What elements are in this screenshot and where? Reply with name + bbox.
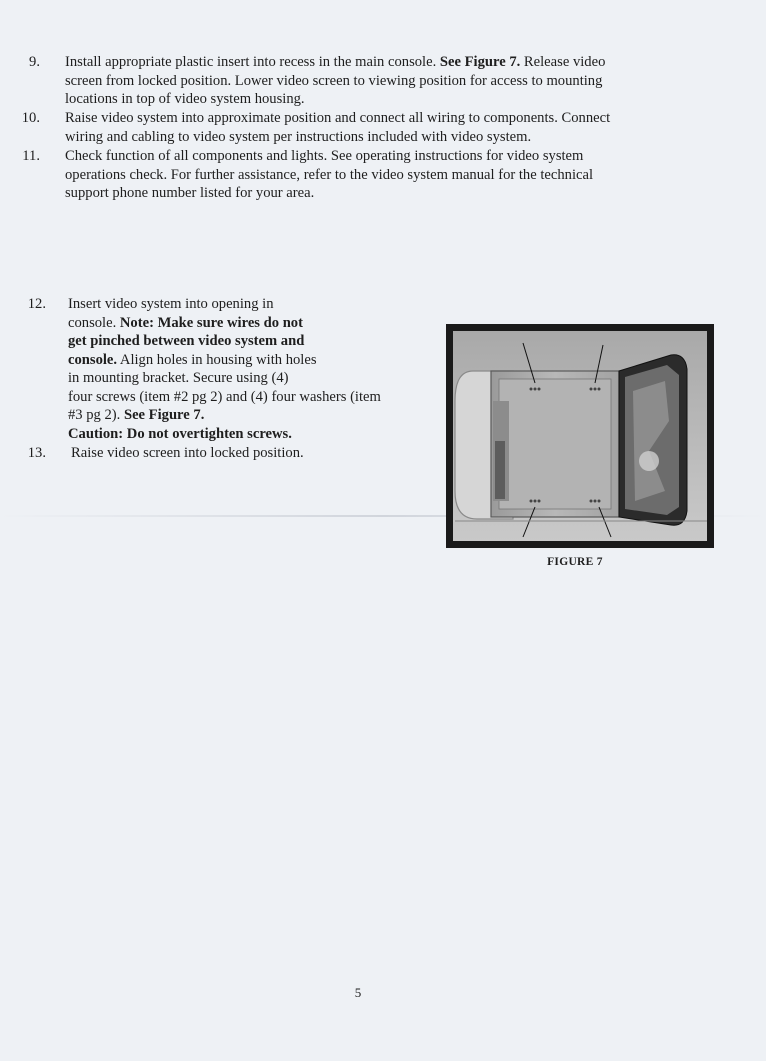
text-run: screen from locked position. Lower video screen to viewing position for access to mounting: [65, 72, 603, 89]
text-run: Release video: [520, 54, 606, 70]
text-run: four screws (item #2 pg 2) and (4) four washers (item: [68, 388, 381, 405]
text-line: [65, 147, 675, 166]
text-line: [65, 109, 705, 128]
text-run: Install appropriate plastic insert into recess in the main console.: [65, 54, 440, 70]
text-line: [68, 388, 438, 407]
text-line: [65, 166, 675, 185]
text-line: [65, 90, 705, 109]
text-run: Check function of all components and lights. See operating instructions for video system: [65, 148, 584, 164]
text-run: console.: [68, 314, 120, 331]
text-line: [68, 295, 438, 314]
step-text: [71, 444, 441, 463]
text-line: [68, 369, 438, 388]
text-run: #3 pg 2).: [68, 407, 124, 423]
bold-text-run: console.: [68, 351, 118, 368]
figure-7-photo: [446, 324, 714, 548]
text-run: in mounting bracket. Secure using (4): [68, 370, 289, 386]
step-text: [68, 295, 438, 443]
text-run: Align holes in housing with holes: [117, 351, 317, 368]
bold-text-run: get pinched between video system and: [68, 333, 305, 349]
bold-text-run: Note: Make sure wires do not: [119, 314, 303, 331]
figure-caption: FIGURE 7: [547, 556, 603, 568]
text-line: [68, 351, 438, 370]
step-number: 9.: [29, 54, 40, 70]
text-line: [68, 332, 438, 351]
text-line: [65, 184, 675, 203]
text-run: Raise video system into approximate position and connect all wiring to components. Connect: [65, 110, 611, 126]
step-number: 11.: [22, 148, 40, 164]
step-number: 13.: [27, 445, 46, 461]
bold-text-run: See Figure 7.: [123, 407, 205, 423]
step-text: [65, 109, 705, 146]
text-line: [65, 72, 705, 91]
text-line: [71, 444, 441, 463]
text-run: support phone number listed for your area.: [65, 185, 315, 201]
step-text: [65, 147, 675, 203]
page-number: 5: [354, 985, 362, 1000]
text-run: locations in top of video system housing.: [65, 91, 305, 107]
text-line: [68, 425, 438, 444]
bold-text-run: See Figure 7.: [439, 54, 521, 70]
text-run: Insert video system into opening in: [68, 296, 274, 312]
step-text: [65, 53, 705, 109]
step-number: 12.: [27, 296, 46, 312]
text-line: [68, 314, 438, 333]
text-line: [68, 406, 438, 425]
text-line: [65, 53, 705, 72]
text-run: Raise video screen into locked position.: [71, 445, 304, 461]
text-line: [65, 128, 705, 147]
bold-text-run: Caution: Do not overtighten screws.: [68, 425, 292, 442]
text-run: wiring and cabling to video system per instructions included with video system.: [65, 128, 532, 145]
text-run: operations check. For further assistance, refer to the video system manual for the technical: [65, 166, 594, 183]
step-number: 10.: [21, 110, 40, 126]
video-system-photo: [453, 331, 707, 541]
